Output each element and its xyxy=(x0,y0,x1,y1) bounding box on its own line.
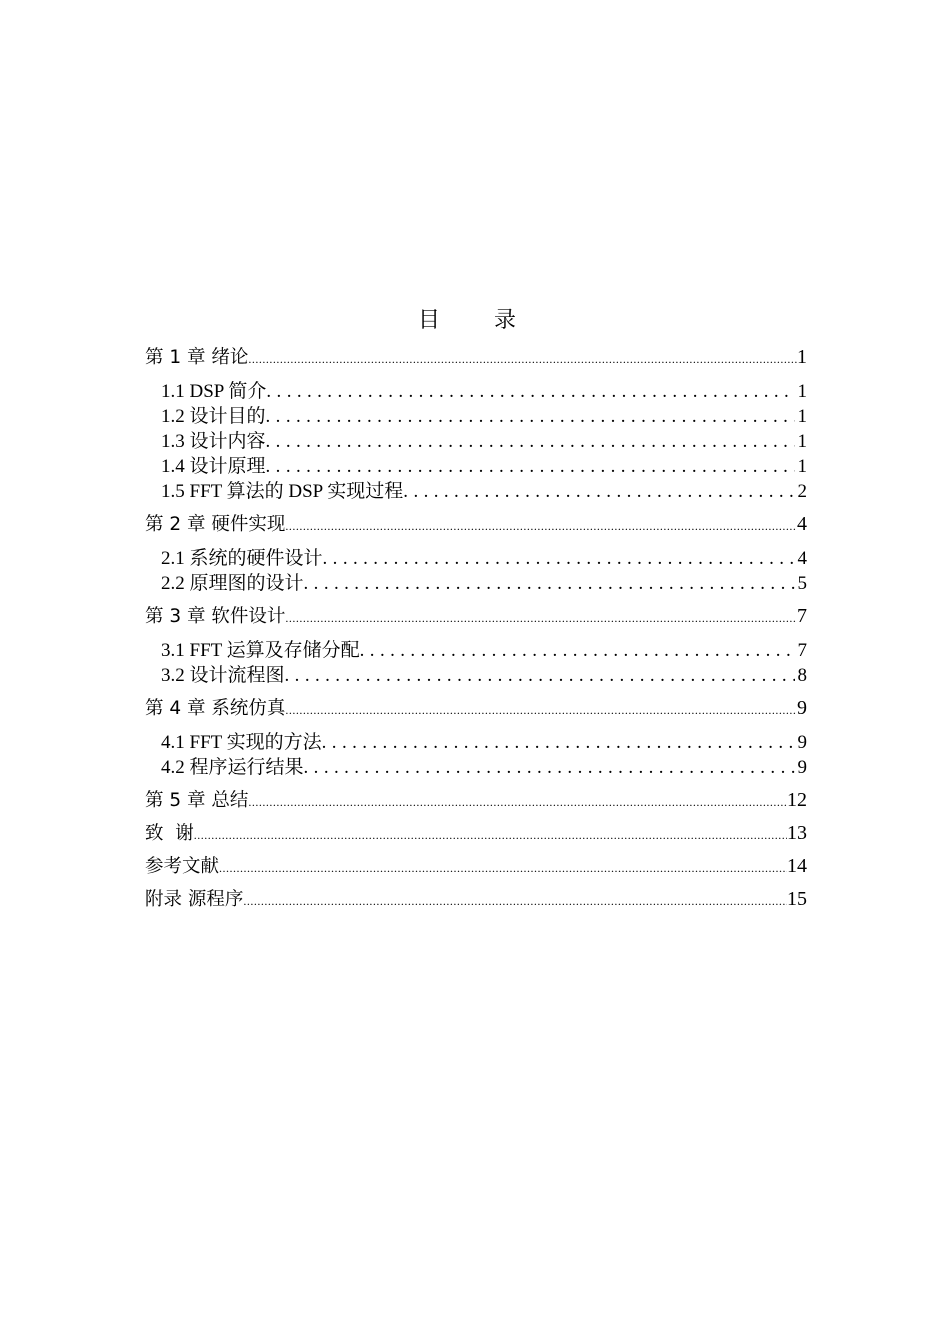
toc-chapter-label: 参考文献 xyxy=(145,856,220,877)
dot-leader xyxy=(285,514,797,539)
toc-section-label: 2.2 原理图的设计 xyxy=(161,573,304,594)
toc-section-2-2[interactable] xyxy=(145,571,807,596)
toc-section-1-3[interactable] xyxy=(145,429,807,454)
toc-page-number: 8 xyxy=(797,665,807,686)
toc-acknowledgements[interactable] xyxy=(145,821,807,846)
toc-chapter-label: 第 4 章 系统仿真 xyxy=(145,698,286,719)
toc-section-3-2[interactable] xyxy=(145,663,807,688)
toc-section-1-4[interactable] xyxy=(145,454,807,479)
toc-page-number: 2 xyxy=(797,481,807,502)
dot-leader xyxy=(266,404,795,429)
toc-page-number: 14 xyxy=(787,855,807,877)
toc-section-4-1[interactable] xyxy=(145,730,807,755)
toc-section-label: 1.4 设计原理 xyxy=(161,456,266,477)
toc-section-1-5[interactable] xyxy=(145,479,807,504)
toc-page-number: 1 xyxy=(797,346,807,368)
toc-chapter-3[interactable] xyxy=(145,604,807,629)
toc-section-label: 4.2 程序运行结果 xyxy=(161,757,304,778)
toc-section-label: 1.5 FFT 算法的 DSP 实现过程 xyxy=(161,481,404,502)
toc-page-number: 9 xyxy=(797,697,807,719)
toc-section-1-2[interactable] xyxy=(145,404,807,429)
dot-leader xyxy=(248,347,797,372)
dot-leader xyxy=(403,479,794,504)
toc-chapter-4[interactable] xyxy=(145,696,807,721)
toc-section-4-2[interactable] xyxy=(145,755,807,780)
toc-page-number: 7 xyxy=(797,605,807,627)
toc-chapter-label: 第 1 章 绪论 xyxy=(145,347,249,368)
dot-leader xyxy=(285,606,797,631)
dot-leader xyxy=(322,730,795,755)
toc-section-label: 1.1 DSP 简介 xyxy=(161,381,267,402)
toc-section-2-1[interactable] xyxy=(145,546,807,571)
toc-section-label: 1.3 设计内容 xyxy=(161,431,266,452)
toc-page-number: 13 xyxy=(787,822,807,844)
toc-page-number: 1 xyxy=(797,381,807,402)
toc-page-number: 9 xyxy=(797,732,807,753)
toc-references[interactable] xyxy=(145,854,807,879)
toc-page-number: 1 xyxy=(797,431,807,452)
dot-leader xyxy=(285,663,795,688)
toc-section-label: 4.1 FFT 实现的方法 xyxy=(161,732,322,753)
table-of-contents xyxy=(145,345,807,912)
toc-page-number: 12 xyxy=(787,789,807,811)
dot-leader xyxy=(304,571,795,596)
toc-page-number: 1 xyxy=(797,456,807,477)
dot-leader xyxy=(194,823,787,848)
toc-section-label: 1.2 设计目的 xyxy=(161,406,266,427)
dot-leader xyxy=(266,429,795,454)
dot-leader xyxy=(266,454,795,479)
dot-leader xyxy=(360,638,795,663)
page-title: 目 录 xyxy=(417,308,532,333)
toc-page-number: 1 xyxy=(797,406,807,427)
toc-chapter-label: 致 谢 xyxy=(145,823,194,844)
toc-page-number: 15 xyxy=(787,888,807,910)
toc-page-number: 5 xyxy=(797,573,807,594)
dot-leader xyxy=(323,546,795,571)
dot-leader xyxy=(304,755,795,780)
toc-page-number: 4 xyxy=(797,513,807,535)
toc-chapter-1[interactable] xyxy=(145,345,807,370)
dot-leader xyxy=(266,379,794,404)
toc-section-label: 3.2 设计流程图 xyxy=(161,665,285,686)
toc-appendix[interactable] xyxy=(145,887,807,912)
dot-leader xyxy=(243,889,787,914)
dot-leader xyxy=(219,856,787,881)
toc-chapter-2[interactable] xyxy=(145,512,807,537)
toc-section-label: 2.1 系统的硬件设计 xyxy=(161,548,323,569)
toc-page-number: 7 xyxy=(797,640,807,661)
toc-chapter-label: 附录 源程序 xyxy=(145,889,244,910)
toc-chapter-label: 第 2 章 硬件实现 xyxy=(145,514,286,535)
toc-chapter-label: 第 5 章 总结 xyxy=(145,790,249,811)
toc-chapter-label: 第 3 章 软件设计 xyxy=(145,606,286,627)
toc-section-1-1[interactable] xyxy=(145,379,807,404)
toc-page-number: 9 xyxy=(797,757,807,778)
dot-leader xyxy=(285,698,797,723)
toc-section-label: 3.1 FFT 运算及存储分配 xyxy=(161,640,360,661)
toc-section-3-1[interactable] xyxy=(145,638,807,663)
dot-leader xyxy=(248,790,787,815)
toc-page-number: 4 xyxy=(797,548,807,569)
toc-chapter-5[interactable] xyxy=(145,788,807,813)
